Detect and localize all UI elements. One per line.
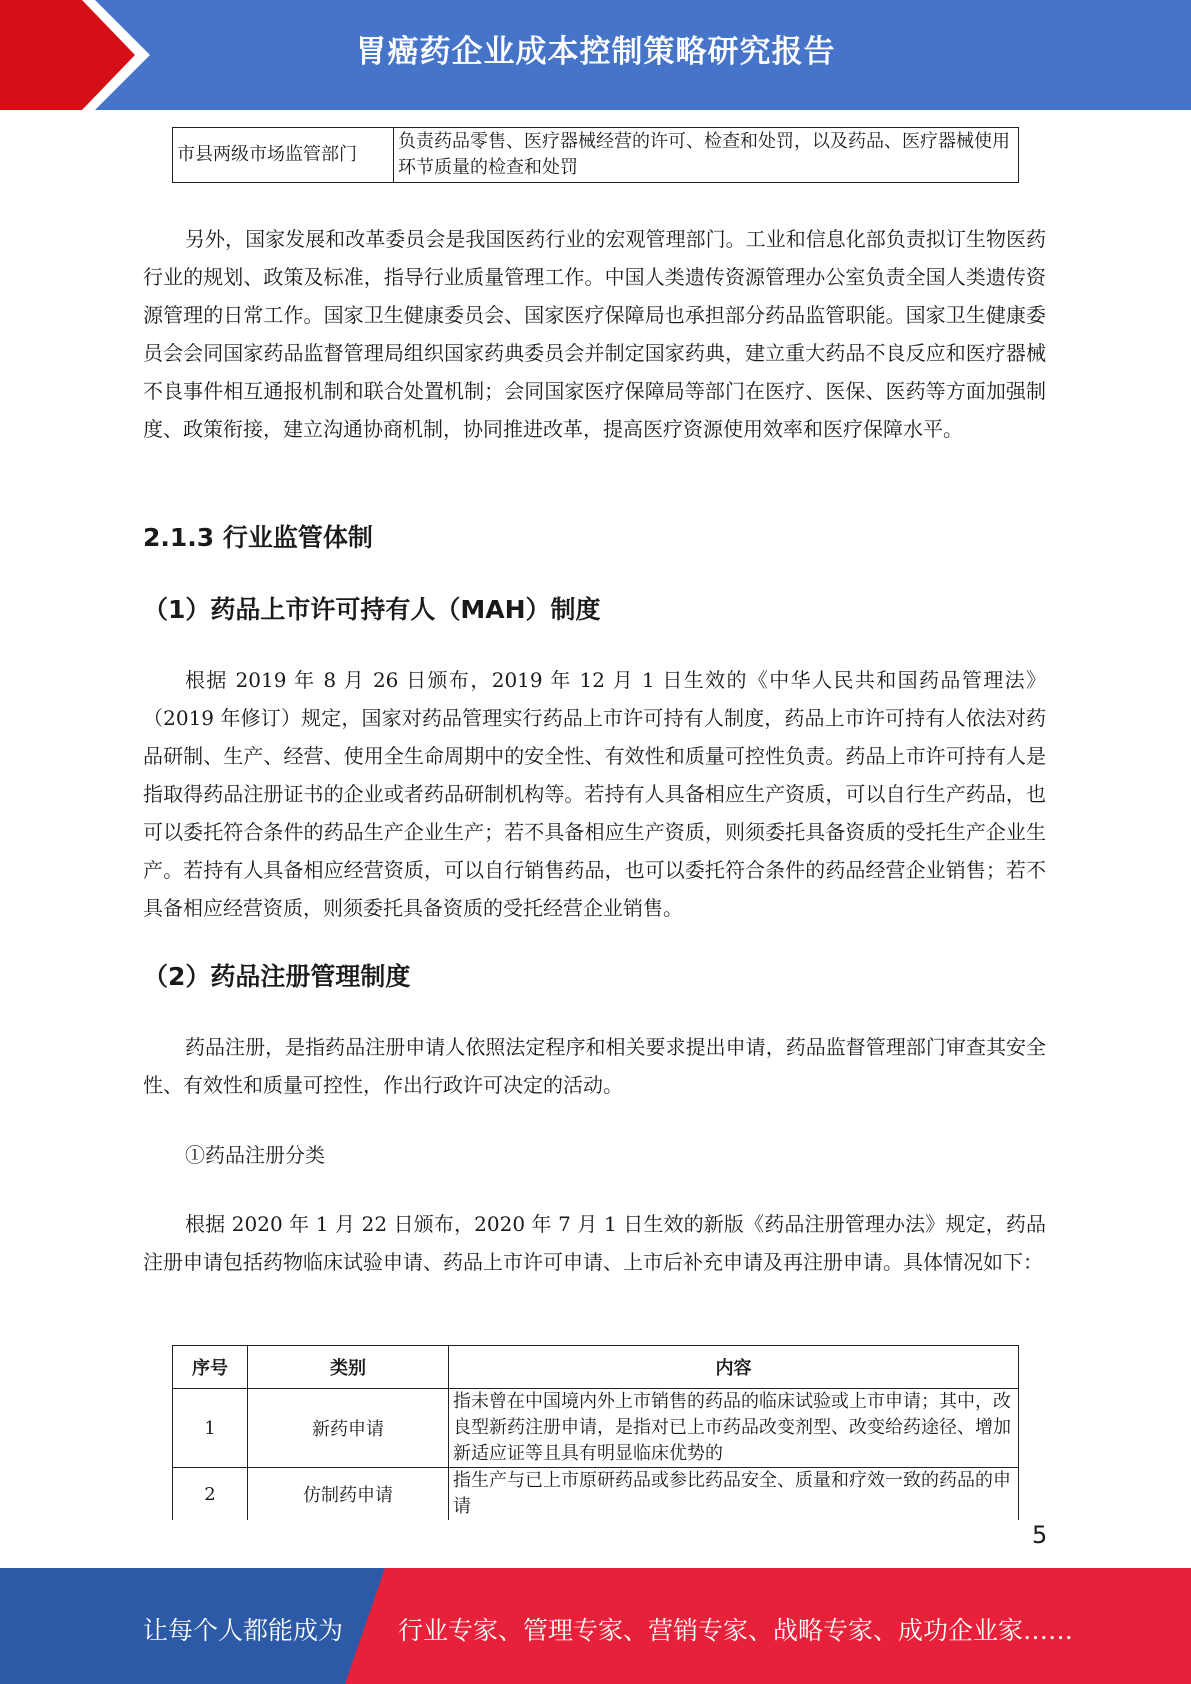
page-header: [0, 0, 1191, 110]
col-header-content: 内容: [449, 1346, 1019, 1389]
col-header-no: 序号: [173, 1346, 248, 1389]
subheading-registration: （2）药品注册管理制度: [143, 962, 411, 991]
row-content: 指生产与已上市原研药品或参比药品安全、质量和疗效一致的药品的申请: [449, 1468, 1019, 1521]
col-header-type: 类别: [248, 1346, 449, 1389]
table-row: [173, 128, 1019, 183]
registration-table: [172, 1345, 1019, 1521]
footer-slogan-left: 让每个人都能成为: [143, 1616, 344, 1645]
page-number: 5: [1032, 1521, 1048, 1549]
table-row: [173, 1468, 1019, 1521]
page-break-mask: [160, 1520, 1030, 1568]
table-header-row: [173, 1346, 1019, 1389]
dept-cell: 市县两级市场监管部门: [173, 128, 394, 183]
row-no: 2: [173, 1468, 248, 1521]
table-row: [173, 1389, 1019, 1468]
footer-slogan-right: 行业专家、管理专家、营销专家、战略专家、成功企业家……: [398, 1616, 1074, 1645]
subheading-mah: （1）药品上市许可持有人（MAH）制度: [143, 595, 601, 624]
paragraph-registration-rules: 根据 2020 年 1 月 22 日颁布，2020 年 7 月 1 日生效的新版《药品注册管理办法》规定，药品注册申请包括药物临床试验申请、药品上市许可申请、上市后补充申请及再注册申请。具体情况如下：: [143, 1212, 1046, 1274]
paragraph-registration-definition: 药品注册，是指药品注册申请人依照法定程序和相关要求提出申请，药品监督管理部门审查其安全性、有效性和质量可控性，作出行政许可决定的活动。: [143, 1035, 1046, 1097]
duty-cell: 负责药品零售、医疗器械经营的许可、检查和处罚，以及药品、医疗器械使用环节质量的检查和处罚: [394, 128, 1019, 183]
row-no: 1: [173, 1389, 248, 1468]
row-type: 新药申请: [248, 1389, 449, 1468]
paragraph-registration-category: ①药品注册分类: [185, 1143, 325, 1167]
paragraph-regulators: 另外，国家发展和改革委员会是我国医药行业的宏观管理部门。工业和信息化部负责拟订生物医药行业的规划、政策及标准，指导行业质量管理工作。中国人类遗传资源管理办公室负责全国人类遗传资源管理的日常工作。国家卫生健康委员会、国家医疗保障局也承担部分药品监管职能。国家卫生健康委员会会同国家药品监督管理局组织国家药典委员会并制定国家药典，建立重大药品不良反应和医疗器械不良事件相互通报机制和联合处置机制；会同国家医疗保障局等部门在医疗、医保、医药等方面加强制度、政策衔接，建立沟通协商机制，协同推进改革，提高医疗资源使用效率和医疗保障水平。: [143, 227, 1046, 441]
row-content: 指未曾在中国境内外上市销售的药品的临床试验或上市申请；其中，改良型新药注册申请，是指对已上市药品改变剂型、改变给药途径、增加新适应证等且具有明显临床优势的: [449, 1389, 1019, 1468]
report-title: 胃癌药企业成本控制策略研究报告: [355, 34, 836, 70]
row-type: 仿制药申请: [248, 1468, 449, 1521]
paragraph-mah: 根据 2019 年 8 月 26 日颁布，2019 年 12 月 1 日生效的《中华人民共和国药品管理法》（2019 年修订）规定，国家对药品管理实行药品上市许可持有人制度，药品上市许可持有人依法对药品研制、生产、经营、使用全生命周期中的安全性、有效性和质量可控性负责。药品上市许可持有人是指取得药品注册证书的企业或者药品研制机构等。若持有人具备相应生产资质，可以自行生产药品，也可以委托符合条件的药品生产企业生产；若不具备相应生产资质，则须委托具备资质的受托生产企业生产。若持有人具备相应经营资质，可以自行销售药品，也可以委托符合条件的药品经营企业销售；若不具备相应经营资质，则须委托具备资质的受托经营企业销售。: [143, 668, 1046, 920]
supervision-table: [172, 127, 1019, 183]
section-heading-2-1-3: 2.1.3 行业监管体制: [143, 523, 373, 552]
